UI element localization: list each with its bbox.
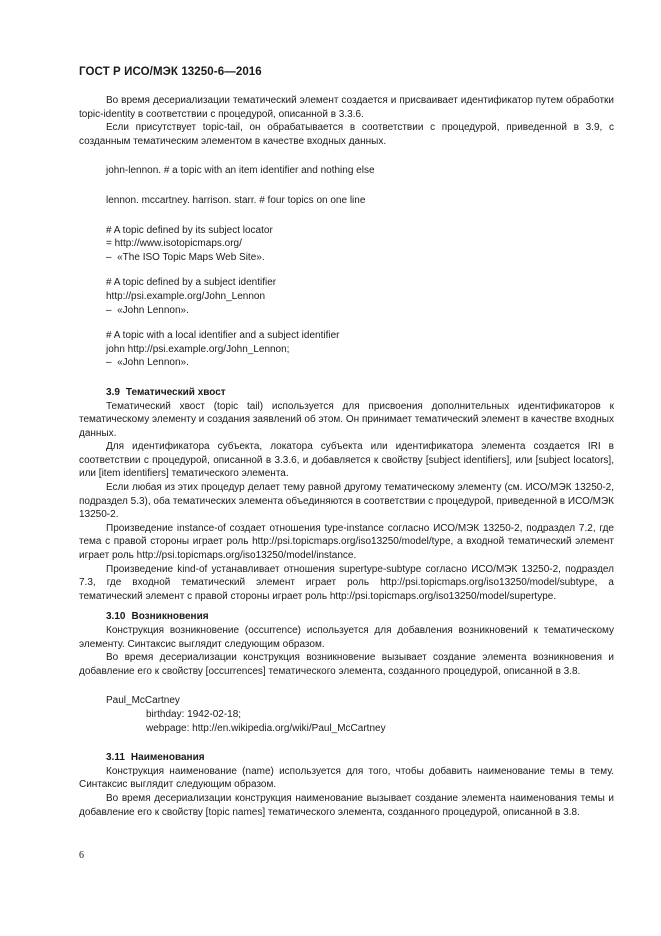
section-number: 3.9 [106, 386, 120, 398]
code-line: # A topic defined by its subject locator [106, 224, 273, 236]
code-line: – «John Lennon». [106, 357, 189, 369]
paragraph-3-9-4: Произведение instance-of создает отношения type-instance согласно ИСО/МЭК 13250-2, подраздел 7.2, где тема с правой стороны играет роль http://psi.topicmaps.org/iso13250/model/type, а входной тематический элемент играет роль http://psi.topicmaps.org/iso13250/model/instance. [79, 522, 614, 562]
code-line: http://psi.example.org/John_Lennon [106, 290, 265, 302]
paragraph-3-11-2: Во время десериализации конструкция наименование вызывает создание элемента наименования темы и добавление его к свойству [topic names] тематического элемента, созданного процедурой, описанной в 3.8. [79, 792, 614, 818]
section-number: 3.10 [106, 611, 126, 623]
code-line: # A topic with a local identifier and a subject identifier [106, 330, 340, 342]
paragraph-3-9-1: Тематический хвост (topic tail) используется для присвоения дополнительных идентификаторов к тематическому элементу и создания заявлений об этом. Он принимает тематический элемент в качестве входных данных. [79, 400, 614, 439]
code-line: john-lennon. # a topic with an item identifier and nothing else [106, 165, 375, 177]
example-occurrences [79, 694, 614, 735]
code-line: birthday: 1942-02-18; [146, 708, 242, 720]
example-item-identifier [79, 164, 614, 178]
section-title: Возникновения [131, 611, 209, 623]
paragraph-3-10-1: Конструкция возникновение (occurrence) используется для добавления возникновений к тематическому элементу. Синтаксис выглядит следующим образом. [79, 625, 614, 650]
paragraph-3-9-5: Произведение kind-of устанавливает отношения supertype-subtype согласно ИСО/МЭК 13250-2, подраздел 7.3, где входной тематический элемент играет роль http://psi.topicmaps.org/iso13250/model/subtype, а тематический элемент с правой стороны играет роль http://psi.topicmaps.org/iso13250/model/supertype. [79, 563, 614, 602]
example-subject-identifier [79, 276, 614, 317]
example-local-identifier [79, 329, 614, 370]
paragraph-3-10-2: Во время десериализации конструкция возникновение вызывает создание элемента возникновения и добавление его к свойству [occurrences] тематического элемента, созданного процедурой, описанной в 3.8. [79, 652, 614, 677]
code-line: – «John Lennon». [106, 304, 189, 316]
code-line: Paul_McCartney [106, 695, 180, 707]
page-content [79, 94, 614, 819]
code-line: – «The ISO Topic Maps Web Site». [106, 251, 265, 263]
paragraph-3-9-3: Если любая из этих процедур делает тему равной другому тематическому элементу (см. ИСО/МЭК 13250-2, подраздел 5.3), оба тематических элемента объединяются в соответствии с процедурой, приведенной в ИСО/МЭК 13250-2. [79, 482, 614, 521]
page-number: 6 [79, 850, 84, 861]
section-heading-3-11 [79, 751, 614, 765]
code-line: john http://psi.example.org/John_Lennon; [106, 343, 290, 355]
section-title: Тематический хвост [125, 386, 226, 398]
code-line: lennon. mccartney. harrison. starr. # four topics on one line [106, 194, 366, 206]
code-line: # A topic defined by a subject identifier [106, 277, 277, 289]
example-subject-locator [79, 224, 614, 265]
example-four-topics [79, 194, 614, 208]
section-heading-3-9 [79, 386, 614, 400]
paragraph-intro-2: Если присутствует topic-tail, он обрабатывается в соответствии с процедурой, приведенной в 3.9, с созданным тематическим элементом в качестве входных данных. [79, 122, 614, 147]
section-number: 3.11 [106, 752, 125, 764]
document-header: ГОСТ Р ИСО/МЭК 13250-6—2016 [79, 66, 262, 78]
code-line: webpage: http://en.wikipedia.org/wiki/Paul_McCartney [146, 722, 386, 734]
code-line: = http://www.isotopicmaps.org/ [106, 238, 242, 250]
paragraph-intro-1: Во время десериализации тематический элемент создается и присваивает идентификатор путем обработки topic-identity в соответствии с процедурой, описанной в 3.3.6. [79, 95, 614, 120]
section-heading-3-10 [79, 610, 614, 624]
paragraph-3-11-1: Конструкция наименование (name) используется для того, чтобы добавить наименование темы в тему. Синтаксис выглядит следующим образом. [79, 765, 614, 791]
section-title: Наименования [130, 752, 205, 764]
paragraph-3-9-2: Для идентификатора субъекта, локатора субъекта или идентификатора элемента создается IRI в соответствии с процедурой, описанной в 3.3.6, и добавляется к свойству [subject identifiers], или [subject locators], или [item identifiers] тематического элемента. [79, 441, 614, 480]
